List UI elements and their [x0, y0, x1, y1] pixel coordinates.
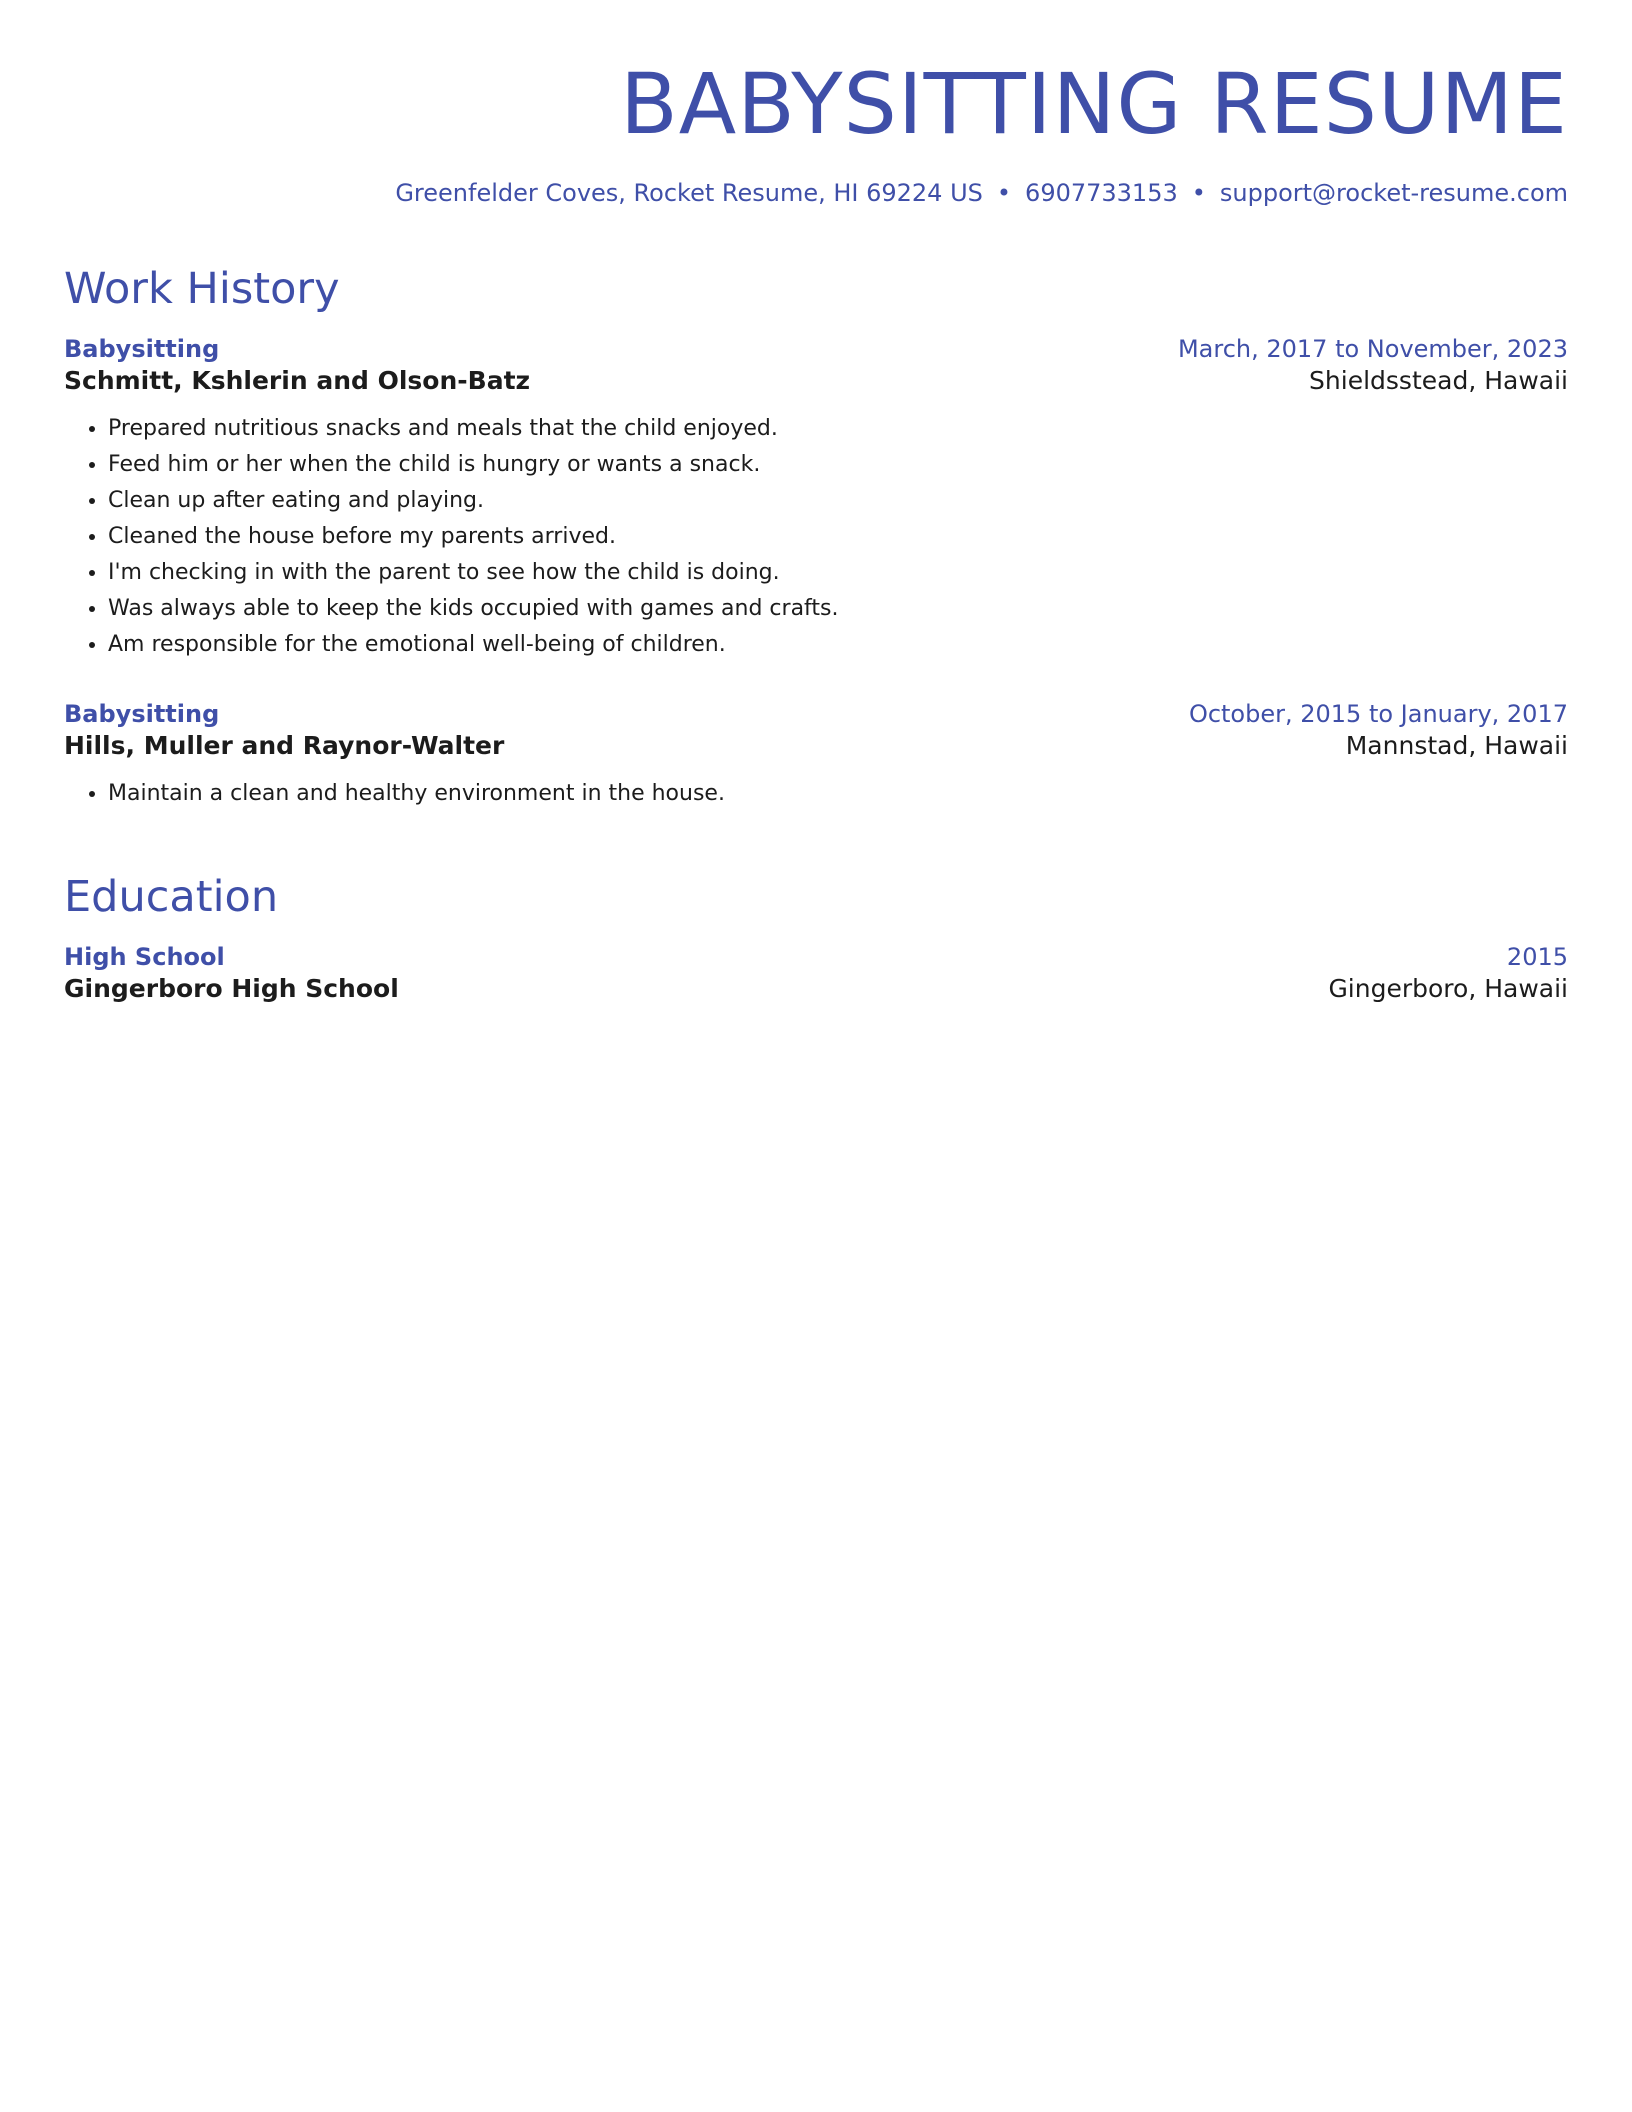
- education-degree: High School: [64, 943, 225, 971]
- job-duty: • Was always able to keep the kids occupied with games and crafts.: [108, 591, 1568, 627]
- job-role: Babysitting: [64, 700, 220, 728]
- job-dates: March, 2017 to November, 2023: [1177, 335, 1568, 363]
- contact-line: [395, 178, 1568, 208]
- work-entry: [64, 334, 1568, 663]
- job-dates: October, 2015 to January, 2017: [1188, 700, 1568, 728]
- work-entry: [64, 699, 1568, 812]
- job-duty: • Feed him or her when the child is hungry or wants a snack.: [108, 447, 1568, 483]
- work-entry-role-row: [64, 699, 1568, 729]
- contact-address: Greenfelder Coves, Rocket Resume, HI 69224 US: [395, 179, 983, 207]
- resume-header: [64, 54, 1568, 154]
- education-year: 2015: [1506, 943, 1568, 971]
- job-location: Shieldsstead, Hawaii: [1309, 366, 1568, 395]
- school-name: Gingerboro High School: [64, 974, 399, 1003]
- education-heading: Education: [64, 872, 279, 922]
- job-duty: • Am responsible for the emotional well-being of children.: [108, 627, 1568, 663]
- education-entry: [64, 942, 1568, 1005]
- job-duties-list: [64, 776, 1568, 812]
- employer-name: Schmitt, Kshlerin and Olson-Batz: [64, 366, 531, 395]
- education-section: [64, 872, 1568, 1005]
- work-history-section: [64, 264, 1568, 812]
- school-location: Gingerboro, Hawaii: [1328, 974, 1568, 1003]
- employer-name: Hills, Muller and Raynor-Walter: [64, 731, 505, 760]
- work-entry-org-row: [64, 364, 1568, 397]
- job-duty: • Cleaned the house before my parents arrived.: [108, 519, 1568, 555]
- job-duty: • I'm checking in with the parent to see how the child is doing.: [108, 555, 1568, 591]
- contact-email: support@rocket-resume.com: [1219, 179, 1568, 207]
- job-role: Babysitting: [64, 335, 220, 363]
- job-duty: • Prepared nutritious snacks and meals that the child enjoyed.: [108, 411, 1568, 447]
- work-entry-role-row: [64, 334, 1568, 364]
- job-location: Mannstad, Hawaii: [1345, 731, 1568, 760]
- job-duty: • Clean up after eating and playing.: [108, 483, 1568, 519]
- contact-phone: 6907733153: [1025, 179, 1178, 207]
- work-history-heading: Work History: [64, 264, 340, 314]
- contact-separator: •: [1191, 179, 1206, 207]
- education-degree-row: [64, 942, 1568, 972]
- job-duties-list: [64, 411, 1568, 663]
- job-duty: • Maintain a clean and healthy environment in the house.: [108, 776, 1568, 812]
- education-school-row: [64, 972, 1568, 1005]
- contact-separator: •: [996, 179, 1012, 207]
- work-entry-org-row: [64, 729, 1568, 762]
- resume-title: BABYSITTING RESUME: [620, 55, 1568, 153]
